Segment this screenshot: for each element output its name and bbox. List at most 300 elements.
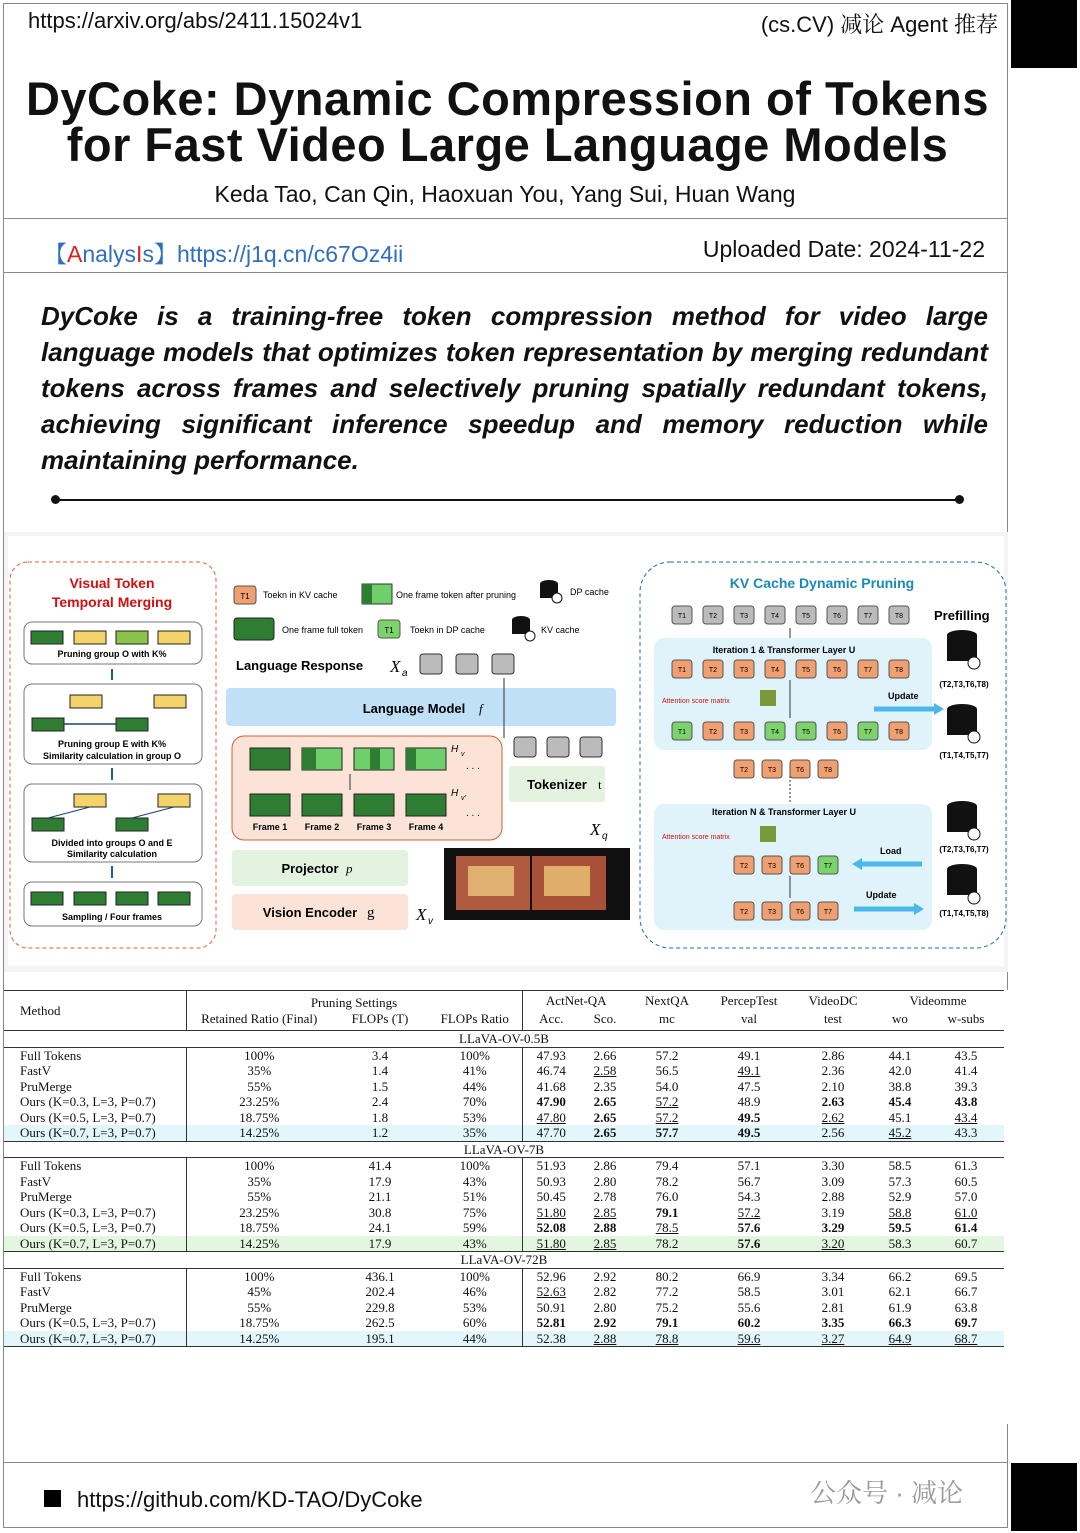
table-row xyxy=(4,1236,1004,1252)
value-cell: 57.2 xyxy=(655,1047,679,1063)
value-cell: 2.88 xyxy=(821,1189,845,1204)
divider-dot-right xyxy=(955,495,964,504)
value-cell: 56.5 xyxy=(655,1063,679,1078)
iterN-label: Iteration N & Transformer Layer U xyxy=(711,807,857,817)
value-cell: 2.78 xyxy=(593,1189,617,1204)
value-cell: 2.35 xyxy=(593,1078,617,1094)
value-cell: 42.0 xyxy=(888,1063,912,1078)
table-row xyxy=(4,1079,1004,1095)
method-cell: PruMerge xyxy=(4,1189,186,1205)
value-cell: 39.3 xyxy=(954,1078,978,1094)
method-cell: Full Tokens xyxy=(4,1268,186,1284)
token-label: T3 xyxy=(767,909,777,916)
value-cell: 41.4 xyxy=(368,1158,392,1173)
token-label: T3 xyxy=(739,613,749,620)
similarity-o-label: Similarity calculation in group O xyxy=(42,751,182,761)
value-cell: 2.86 xyxy=(593,1158,617,1173)
value-cell: 75% xyxy=(462,1204,487,1220)
table-row xyxy=(4,1315,1004,1331)
value-cell: 48.9 xyxy=(737,1094,761,1109)
col-subheader: FLOPs (T) xyxy=(351,1010,409,1026)
value-cell: 59.6 xyxy=(704,1331,794,1347)
frame-label-2: Frame 2 xyxy=(304,822,340,832)
method-cell: Ours (K=0.3, L=3, P=0.7) xyxy=(4,1205,186,1221)
token-label: T2 xyxy=(739,767,749,774)
value-cell: 2.80 xyxy=(593,1299,617,1315)
token-label: T6 xyxy=(832,667,842,674)
value-cell: 43% xyxy=(462,1173,487,1189)
method-cell: Ours (K=0.5, L=3, P=0.7) xyxy=(4,1110,186,1126)
frame-label-3: Frame 3 xyxy=(356,822,392,832)
value-cell: 45.4 xyxy=(888,1094,912,1109)
frame-label-1: Frame 1 xyxy=(252,822,288,832)
value-cell: 58.5 xyxy=(888,1158,912,1173)
col-subheader: wo xyxy=(892,1010,908,1026)
value-cell: 52.9 xyxy=(888,1189,912,1204)
col-subheader: w-subs xyxy=(947,1010,985,1026)
token-label: T2 xyxy=(739,863,749,870)
value-cell: 2.10 xyxy=(821,1078,845,1094)
category-label: (cs.CV) 减论 Agent 推荐 xyxy=(760,12,998,37)
value-cell: 47.90 xyxy=(522,1094,580,1110)
value-cell: 60.2 xyxy=(737,1315,761,1330)
value-cell: 44.1 xyxy=(888,1047,912,1063)
value-cell: 18.75% xyxy=(239,1220,280,1235)
value-cell: 2.88 xyxy=(580,1331,630,1347)
table-row xyxy=(4,1125,1004,1141)
value-cell: 49.1 xyxy=(737,1047,761,1063)
projector-label: Projector xyxy=(281,861,339,876)
col-subheader: Acc. xyxy=(522,1011,580,1031)
value-cell: 3.35 xyxy=(821,1315,845,1330)
authors: Keda Tao, Can Qin, Haoxuan You, Yang Sui, Huan Wang xyxy=(214,181,796,207)
svg-text:X: X xyxy=(590,820,601,839)
value-cell: 80.2 xyxy=(655,1268,679,1284)
value-cell: 61.9 xyxy=(888,1299,912,1315)
svg-text:t: t xyxy=(598,777,602,792)
table-row xyxy=(4,1284,1004,1300)
value-cell: 60.7 xyxy=(928,1236,1004,1252)
value-cell: 47.80 xyxy=(522,1110,580,1126)
value-cell: 57.2 xyxy=(655,1109,679,1125)
language-model-label: Language Model xyxy=(362,701,466,716)
value-cell: 57.3 xyxy=(888,1173,912,1189)
value-cell: 50.91 xyxy=(522,1300,580,1316)
value-cell: 59% xyxy=(462,1220,487,1235)
attention-label-1: Attention score matrix xyxy=(662,698,730,705)
value-cell: 3.30 xyxy=(821,1158,845,1173)
table-row xyxy=(4,1094,1004,1110)
method-cell: Ours (K=0.7, L=3, P=0.7) xyxy=(4,1331,186,1347)
value-cell: 100% xyxy=(459,1158,490,1173)
value-cell: 14.25% xyxy=(186,1236,332,1252)
svg-text:. . .: . . . xyxy=(466,761,480,772)
value-cell: 17.9 xyxy=(368,1173,392,1189)
svg-text:q: q xyxy=(602,831,608,842)
value-cell: 1.5 xyxy=(371,1078,389,1094)
cache-label-d: (T1,T4,T5,T8) xyxy=(939,909,989,918)
legend-full: One frame full token xyxy=(282,625,364,635)
token-label: T6 xyxy=(795,767,805,774)
value-cell: 78.5 xyxy=(655,1220,679,1235)
rule-1 xyxy=(4,218,1008,219)
legend-kv-cache: KV cache xyxy=(541,625,580,635)
value-cell: 3.09 xyxy=(821,1173,845,1189)
value-cell: 66.9 xyxy=(737,1268,761,1284)
divided-label-1: Divided into groups O and E xyxy=(51,838,173,848)
value-cell: 52.63 xyxy=(522,1284,580,1300)
value-cell: 2.4 xyxy=(371,1094,389,1109)
group-videomme-header: Videomme xyxy=(909,993,967,1008)
method-cell: Ours (K=0.5, L=3, P=0.7) xyxy=(4,1315,186,1331)
method-cell: Full Tokens xyxy=(4,1158,186,1174)
value-cell: 44% xyxy=(428,1331,522,1347)
value-cell: 75.2 xyxy=(655,1299,679,1315)
prefilling-label: Prefilling xyxy=(934,608,990,623)
method-cell: Ours (K=0.3, L=3, P=0.7) xyxy=(4,1094,186,1110)
token-label: T1 xyxy=(677,613,687,620)
value-cell: 14.25% xyxy=(186,1331,332,1347)
value-cell: 100% xyxy=(459,1268,490,1284)
value-cell: 45.2 xyxy=(872,1125,928,1141)
token-label: T7 xyxy=(823,863,833,870)
table-row xyxy=(4,1174,1004,1190)
value-cell: 55% xyxy=(247,1189,272,1204)
value-cell: 100% xyxy=(244,1047,275,1063)
value-cell: 41.68 xyxy=(522,1079,580,1095)
group-percep-header: PercepTest xyxy=(720,993,778,1008)
watermark: 公众号 · 减论 xyxy=(810,1478,964,1508)
value-cell: 3.27 xyxy=(794,1331,872,1347)
value-cell: 23.25% xyxy=(239,1094,280,1109)
col-subheader: test xyxy=(823,1010,843,1026)
value-cell: 52.81 xyxy=(522,1315,580,1331)
value-cell: 52.38 xyxy=(522,1331,580,1347)
value-cell: 55% xyxy=(247,1299,272,1315)
value-cell: 51.93 xyxy=(522,1158,580,1174)
language-response-label: Language Response xyxy=(236,658,364,673)
value-cell: 53% xyxy=(462,1109,487,1125)
value-cell: 50.45 xyxy=(522,1189,580,1205)
value-cell: 1.4 xyxy=(371,1063,389,1078)
value-cell: 2.66 xyxy=(593,1047,617,1063)
group-videodc-header: VideoDC xyxy=(808,993,858,1008)
value-cell: 69.7 xyxy=(954,1315,978,1330)
value-cell: 47.70 xyxy=(522,1125,580,1141)
value-cell: 58.3 xyxy=(872,1236,928,1252)
value-cell: 57.6 xyxy=(737,1220,761,1235)
value-cell: 2.88 xyxy=(593,1220,617,1235)
token-label: T2 xyxy=(708,613,718,620)
iter1-label: Iteration 1 & Transformer Layer U xyxy=(712,645,856,655)
value-cell: 24.1 xyxy=(368,1220,392,1235)
table-row xyxy=(4,1189,1004,1205)
value-cell: 78.2 xyxy=(630,1236,704,1252)
title-line-2: for Fast Video Large Language Models xyxy=(66,118,949,171)
value-cell: 56.7 xyxy=(737,1173,761,1189)
value-cell: 66.3 xyxy=(888,1315,912,1330)
value-cell: 68.7 xyxy=(928,1331,1004,1347)
table-row xyxy=(4,1205,1004,1221)
table-row xyxy=(4,1300,1004,1316)
svg-text:v': v' xyxy=(461,795,466,802)
value-cell: 52.96 xyxy=(522,1268,580,1284)
svg-text:v: v xyxy=(461,751,465,758)
value-cell: 2.81 xyxy=(821,1299,845,1315)
table-row xyxy=(4,1220,1004,1236)
token-label: T2 xyxy=(739,909,749,916)
value-cell: 21.1 xyxy=(368,1189,392,1204)
section-label: LLaVA-OV-72B xyxy=(460,1252,548,1267)
method-cell: PruMerge xyxy=(4,1079,186,1095)
analysis-link[interactable]: 【AnalysIs】https://j1q.cn/c67Oz4ii xyxy=(44,241,404,267)
value-cell: 2.92 xyxy=(593,1268,617,1284)
group-actnet-header: ActNet-QA xyxy=(522,991,630,1011)
token-label: T3 xyxy=(767,863,777,870)
value-cell: 78.8 xyxy=(630,1331,704,1347)
results-table-box xyxy=(4,990,1008,1424)
summary-divider xyxy=(55,499,960,501)
value-cell: 57.2 xyxy=(737,1204,761,1220)
value-cell: 14.25% xyxy=(186,1125,332,1141)
token-label: T4 xyxy=(770,729,780,736)
value-cell: 41% xyxy=(462,1063,487,1078)
method-cell: FastV xyxy=(4,1063,186,1079)
value-cell: 79.4 xyxy=(655,1158,679,1173)
value-cell: 51.80 xyxy=(522,1236,580,1252)
right-title: KV Cache Dynamic Pruning xyxy=(729,575,915,591)
table-row xyxy=(4,1331,1004,1347)
section-label: LLaVA-OV-7B xyxy=(463,1141,545,1157)
value-cell: 2.62 xyxy=(821,1109,845,1125)
svg-text:. . .: . . . xyxy=(466,808,480,819)
value-cell: 23.25% xyxy=(239,1204,280,1220)
section-row xyxy=(4,1031,1004,1048)
method-figure xyxy=(4,532,1008,972)
cache-label-b: (T1,T4,T5,T7) xyxy=(939,751,989,760)
token-label: T5 xyxy=(801,729,811,736)
load-label: Load xyxy=(880,846,902,856)
update-label-2: Update xyxy=(866,890,897,900)
legend-after: One frame token after pruning xyxy=(396,590,517,600)
value-cell: 79.1 xyxy=(655,1204,679,1220)
value-cell: 47.5 xyxy=(737,1078,761,1094)
value-cell: 66.7 xyxy=(954,1284,978,1299)
value-cell: 2.85 xyxy=(593,1204,617,1220)
col-method-header: Method xyxy=(4,991,186,1031)
token-label: T1 xyxy=(677,667,687,674)
token-label: T8 xyxy=(894,729,904,736)
table-row xyxy=(4,1047,1004,1063)
frame-label-4: Frame 4 xyxy=(408,822,444,832)
value-cell: 2.65 xyxy=(593,1109,617,1125)
value-cell: 50.93 xyxy=(522,1174,580,1190)
value-cell: 52.08 xyxy=(522,1220,580,1236)
value-cell: 436.1 xyxy=(365,1268,395,1284)
method-cell: Ours (K=0.5, L=3, P=0.7) xyxy=(4,1220,186,1236)
value-cell: 43.3 xyxy=(928,1125,1004,1141)
group-pruning-header: Pruning Settings xyxy=(310,995,398,1010)
value-cell: 53% xyxy=(462,1299,487,1315)
value-cell: 59.5 xyxy=(888,1220,912,1235)
svg-text:a: a xyxy=(402,668,408,679)
value-cell: 43.5 xyxy=(954,1047,978,1063)
paper-title xyxy=(20,72,995,171)
token-label: T7 xyxy=(863,667,873,674)
svg-text:f: f xyxy=(479,701,483,716)
value-cell: 54.3 xyxy=(737,1189,761,1204)
token-label: T2 xyxy=(708,667,718,674)
legend-dp-cache: DP cache xyxy=(570,587,609,597)
divider-dot-left xyxy=(51,495,60,504)
value-cell: 77.2 xyxy=(655,1284,679,1299)
table-row xyxy=(4,1268,1004,1284)
value-cell: 2.56 xyxy=(794,1125,872,1141)
value-cell: 43.4 xyxy=(954,1109,978,1125)
table-row xyxy=(4,1158,1004,1174)
value-cell: 43.8 xyxy=(954,1094,978,1109)
value-cell: 76.0 xyxy=(655,1189,679,1204)
value-cell: 3.20 xyxy=(794,1236,872,1252)
col-subheader: mc xyxy=(659,1010,675,1026)
col-subheader: FLOPs Ratio xyxy=(440,1010,509,1026)
value-cell: 46.74 xyxy=(522,1063,580,1079)
svg-text:H: H xyxy=(451,744,459,755)
method-cell: Ours (K=0.7, L=3, P=0.7) xyxy=(4,1236,186,1252)
method-cell: PruMerge xyxy=(4,1300,186,1316)
value-cell: 61.0 xyxy=(954,1204,978,1220)
value-cell: 202.4 xyxy=(365,1284,395,1299)
svg-text:H: H xyxy=(451,788,459,799)
col-subheader: Retained Ratio (Final) xyxy=(201,1010,318,1026)
value-cell: 3.19 xyxy=(821,1204,845,1220)
value-cell: 35% xyxy=(247,1063,272,1078)
rule-2 xyxy=(4,272,1008,273)
svg-text:v: v xyxy=(428,916,433,927)
group-nextqa-header: NextQA xyxy=(644,993,690,1008)
value-cell: 78.2 xyxy=(655,1173,679,1189)
svg-text:X: X xyxy=(390,657,401,676)
sampling-label: Sampling / Four frames xyxy=(61,912,163,922)
token-label: T6 xyxy=(832,729,842,736)
arxiv-url[interactable]: https://arxiv.org/abs/2411.15024v1 xyxy=(28,8,363,33)
value-cell: 62.1 xyxy=(888,1284,912,1299)
divided-label-2: Similarity calculation xyxy=(66,849,158,859)
value-cell: 2.86 xyxy=(821,1047,845,1063)
value-cell: 2.85 xyxy=(580,1236,630,1252)
value-cell: 100% xyxy=(244,1158,275,1173)
value-cell: 3.01 xyxy=(821,1284,845,1299)
value-cell: 2.92 xyxy=(593,1315,617,1330)
value-cell: 60% xyxy=(462,1315,487,1330)
value-cell: 57.2 xyxy=(655,1094,679,1109)
value-cell: 54.0 xyxy=(655,1078,679,1094)
value-cell: 57.7 xyxy=(630,1125,704,1141)
summary: DyCoke is a training-free token compression method for video large language models that optimizes token representation by merging redundant tokens across frames and selectively pruning spatially redundant tokens, achieving significant inference speedup and memory reduction while maintaining performance. xyxy=(41,301,988,475)
value-cell: 46% xyxy=(462,1284,487,1299)
value-cell: 3.34 xyxy=(821,1268,845,1284)
svg-text:T1: T1 xyxy=(240,592,250,601)
col-subheader: Sco. xyxy=(593,1010,617,1026)
method-cell: FastV xyxy=(4,1284,186,1300)
corner-mark-bottom xyxy=(1011,1463,1077,1531)
value-cell: 229.8 xyxy=(365,1299,395,1315)
rule-3 xyxy=(4,1462,1008,1463)
footer-square-icon xyxy=(44,1490,61,1507)
value-cell: 49.1 xyxy=(737,1063,761,1078)
vision-encoder-label: Vision Encoder xyxy=(262,905,358,920)
value-cell: 2.65 xyxy=(593,1094,617,1109)
value-cell: 55% xyxy=(247,1078,272,1094)
token-label: T1 xyxy=(677,729,687,736)
value-cell: 63.8 xyxy=(954,1299,978,1315)
github-link[interactable]: https://github.com/KD-TAO/DyCoke xyxy=(77,1487,423,1512)
value-cell: 17.9 xyxy=(332,1236,428,1252)
col-subheader: val xyxy=(741,1010,757,1026)
svg-text:g: g xyxy=(367,905,375,921)
value-cell: 51.80 xyxy=(522,1205,580,1221)
svg-text:T1: T1 xyxy=(384,626,394,635)
value-cell: 2.80 xyxy=(593,1173,617,1189)
value-cell: 44% xyxy=(462,1078,487,1094)
token-label: T4 xyxy=(770,667,780,674)
token-label: T7 xyxy=(823,909,833,916)
value-cell: 45% xyxy=(247,1284,272,1299)
method-cell: Full Tokens xyxy=(4,1047,186,1063)
token-label: T5 xyxy=(801,667,811,674)
value-cell: 2.63 xyxy=(821,1094,845,1109)
token-label: T3 xyxy=(767,767,777,774)
table-row xyxy=(4,1110,1004,1126)
cache-label-c: (T2,T3,T6,T7) xyxy=(939,845,989,854)
value-cell: 41.4 xyxy=(954,1063,978,1078)
value-cell: 100% xyxy=(244,1268,275,1284)
value-cell: 45.1 xyxy=(888,1109,912,1125)
results-table xyxy=(4,990,1004,1347)
update-label-1: Update xyxy=(888,691,919,701)
token-label: T3 xyxy=(739,729,749,736)
value-cell: 58.8 xyxy=(888,1204,912,1220)
value-cell: 18.75% xyxy=(239,1109,280,1125)
value-cell: 262.5 xyxy=(365,1315,395,1330)
token-label: T8 xyxy=(823,767,833,774)
value-cell: 1.8 xyxy=(371,1109,389,1125)
value-cell: 69.5 xyxy=(954,1268,978,1284)
legend-kv: Toekn in KV cache xyxy=(263,590,338,600)
token-label: T3 xyxy=(739,667,749,674)
token-label: T2 xyxy=(708,729,718,736)
analysis-url[interactable]: https://j1q.cn/c67Oz4ii xyxy=(176,241,404,267)
value-cell: 43% xyxy=(428,1236,522,1252)
tokenizer-label: Tokenizer xyxy=(527,777,587,792)
value-cell: 35% xyxy=(428,1125,522,1141)
value-cell: 18.75% xyxy=(239,1315,280,1330)
value-cell: 64.9 xyxy=(872,1331,928,1347)
method-cell: FastV xyxy=(4,1174,186,1190)
value-cell: 1.2 xyxy=(332,1125,428,1141)
pruning-e-label: Pruning group E with K% xyxy=(58,739,166,749)
value-cell: 60.5 xyxy=(954,1173,978,1189)
value-cell: 79.1 xyxy=(655,1315,679,1330)
token-label: T6 xyxy=(795,909,805,916)
value-cell: 47.93 xyxy=(522,1047,580,1063)
value-cell: 49.5 xyxy=(704,1125,794,1141)
value-cell: 51% xyxy=(462,1189,487,1204)
token-label: T5 xyxy=(801,613,811,620)
section-row xyxy=(4,1252,1004,1269)
corner-mark-top xyxy=(1011,0,1077,68)
value-cell: 2.65 xyxy=(580,1125,630,1141)
